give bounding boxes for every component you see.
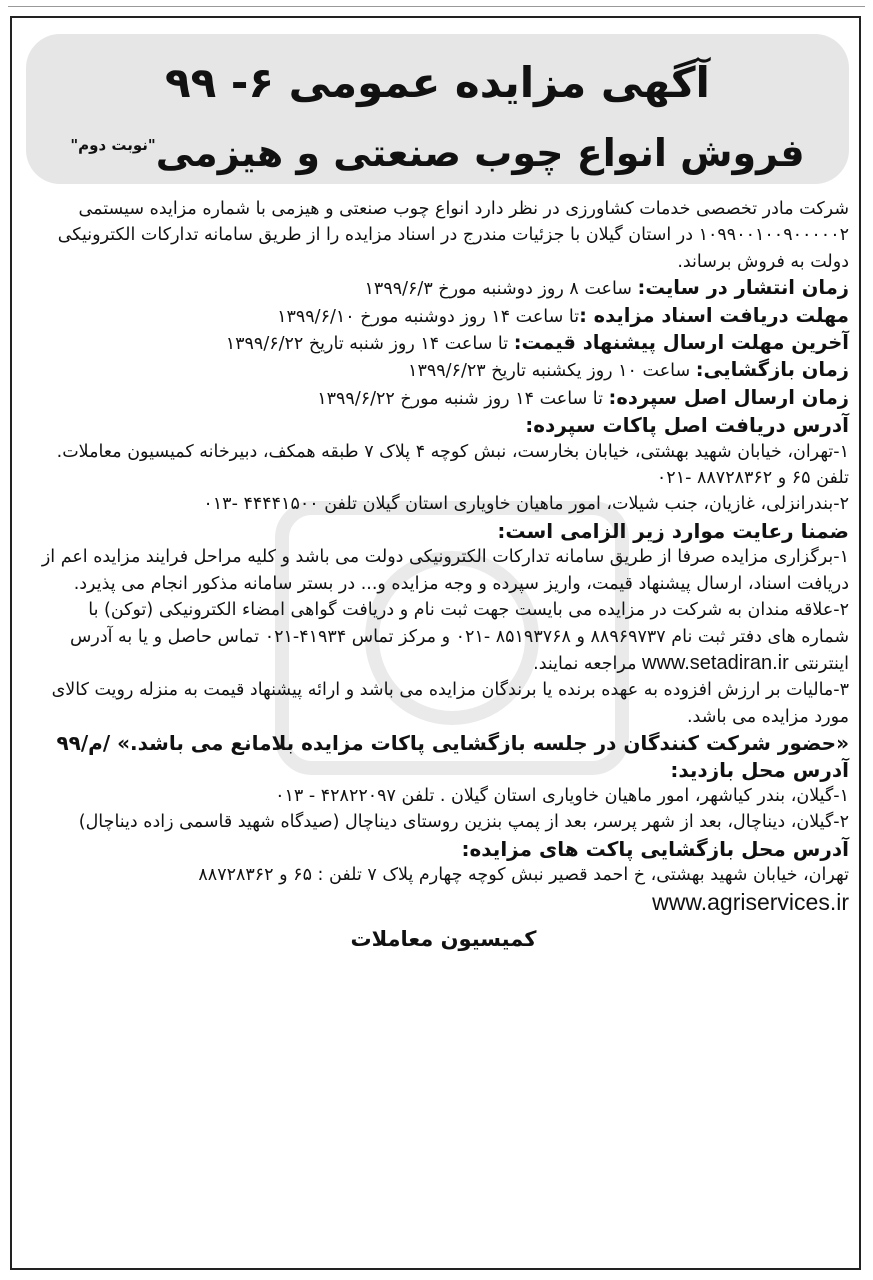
attendance-note: «حضور شرکت کنندگان در جلسه بازگشایی پاکات مزایده بلامانع می باشد.» /م/۹۹ — [56, 731, 849, 756]
requirement-text: ۲-علاقه مندان به شرکت در مزایده می بایست جهت ثبت نام و دریافت گواهی امضاء الکترونیکی (توکن) با شماره های دفتر ثبت نام ۸۸۹۶۹۷۳۷ و ۸۵۱۹۳۷۶۸ -۰۲۱ و مرکز تماس ۴۱۹۳۴-۰۲۱ تماس حاصل و یا به آدرس اینترنتی — [70, 600, 849, 674]
schedule-label: آخرین مهلت ارسال پیشنهاد قیمت: — [513, 331, 849, 355]
requirement-text: مراجعه نمایند. — [533, 653, 643, 674]
schedule-label: زمان انتشار در سایت: — [637, 276, 849, 300]
round-note: "نوبت دوم" — [70, 136, 156, 154]
schedule-label: زمان بازگشایی: — [695, 358, 849, 382]
visit-heading: آدرس محل بازدید: — [670, 757, 849, 782]
website-line — [38, 889, 849, 918]
deposit-address-item: ۱-تهران، خیابان شهید بهشتی، خیابان بخارست، نبش کوچه ۴ پلاک ۷ طبقه همکف، دبیرخانه کمیسیون معاملات. تلفن ۶۵ و ۸۸۷۲۸۳۶۲ -۰۲۱ — [56, 441, 849, 489]
schedule-row-documents — [38, 303, 849, 330]
schedule-value: ساعت ۱۰ روز یکشنبه تاریخ ۱۳۹۹/۶/۲۳ — [408, 361, 696, 382]
schedule-label: زمان ارسال اصل سپرده: — [608, 385, 849, 409]
schedule-value: ساعت ۸ روز دوشنبه مورخ ۱۳۹۹/۶/۳ — [364, 279, 638, 300]
deposit-heading: آدرس دریافت اصل پاکات سپرده: — [525, 413, 849, 438]
opening-heading: آدرس محل بازگشایی پاکت های مزایده: — [461, 836, 849, 861]
requirement-item — [38, 597, 849, 677]
schedule-value: تا ساعت ۱۴ روز شنبه مورخ ۱۳۹۹/۶/۲۲ — [317, 388, 609, 409]
schedule-row-bid-deadline — [38, 330, 849, 357]
title-banner — [26, 34, 849, 184]
visit-address-item: ۲-گیلان، دیناچال، بعد از شهر پرسر، بعد از پمپ بنزین روستای دیناچال (صیدگاه شهید قاسمی زاده دیناچال) — [78, 812, 849, 833]
advertisement-frame — [10, 16, 861, 1270]
subtitle-text: فروش انواع چوب صنعتی و هیزمی — [155, 131, 805, 175]
intro-paragraph: شرکت مادر تخصصی خدمات کشاورزی در نظر دارد انواع چوب صنعتی و هیزمی با شماره مزایده سیستمی ۱۰۹۹۰۰۱۰۰۹۰۰۰۰۰۲ در استان گیلان با جزئیات مندرج در اسناد مزایده را از طریق سامانه تدارکات الکترونیکی دولت به فروش برساند. — [57, 199, 849, 272]
page-subtitle — [26, 122, 849, 176]
schedule-row-publish — [38, 275, 849, 302]
page-top-rule — [8, 6, 865, 7]
announcement-body — [38, 196, 849, 952]
schedule-label: مهلت دریافت اسناد مزایده : — [579, 303, 849, 327]
schedule-value: تا ساعت ۱۴ روز دوشنبه مورخ ۱۳۹۹/۶/۱۰ — [277, 306, 580, 327]
signature: کمیسیون معاملات — [350, 926, 537, 951]
requirement-item: ۱-برگزاری مزایده صرفا از طریق سامانه تدارکات الکترونیکی دولت می باشد و کلیه مراحل فرایند مزایده اعم از دریافت اسناد، ارسال پیشنهاد قیمت، واریز سپرده و وجه مزایده و... در بستر سامانه مذکور انجام می پذیرد. — [41, 547, 849, 594]
schedule-row-opening — [38, 357, 849, 384]
requirements-heading: ضمنا رعایت موارد زیر الزامی است: — [497, 518, 849, 543]
page-title: آگهی مزایده عمومی ۶- ۹۹ — [165, 58, 710, 107]
schedule-row-deposit — [38, 385, 849, 412]
requirement-item: ۳-مالیات بر ارزش افزوده به عهده برنده یا برندگان مزایده می باشد و ارائه پیشنهاد قیمت به منزله رویت کالای مورد مزایده می باشد. — [51, 680, 849, 727]
deposit-address-item: ۲-بندرانزلی، غازیان، جنب شیلات، امور ماهیان خاویاری استان گیلان تلفن ۴۴۴۴۱۵۰۰ -۰۱۳ — [203, 494, 849, 515]
opening-address: تهران، خیابان شهید بهشتی، خ احمد قصیر نبش کوچه چهارم پلاک ۷ تلفن : ۶۵ و ۸۸۷۲۸۳۶۲ — [198, 865, 849, 886]
agriservices-link[interactable]: www.agriservices.ir — [652, 888, 849, 915]
setadiran-link[interactable]: www.setadiran.ir — [642, 651, 789, 674]
visit-address-item: ۱-گیلان، بندر کیاشهر، امور ماهیان خاویاری استان گیلان . تلفن ۴۲۸۲۲۰۹۷ - ۰۱۳ — [275, 785, 849, 806]
schedule-value: تا ساعت ۱۴ روز شنبه تاریخ ۱۳۹۹/۶/۲۲ — [225, 334, 514, 355]
